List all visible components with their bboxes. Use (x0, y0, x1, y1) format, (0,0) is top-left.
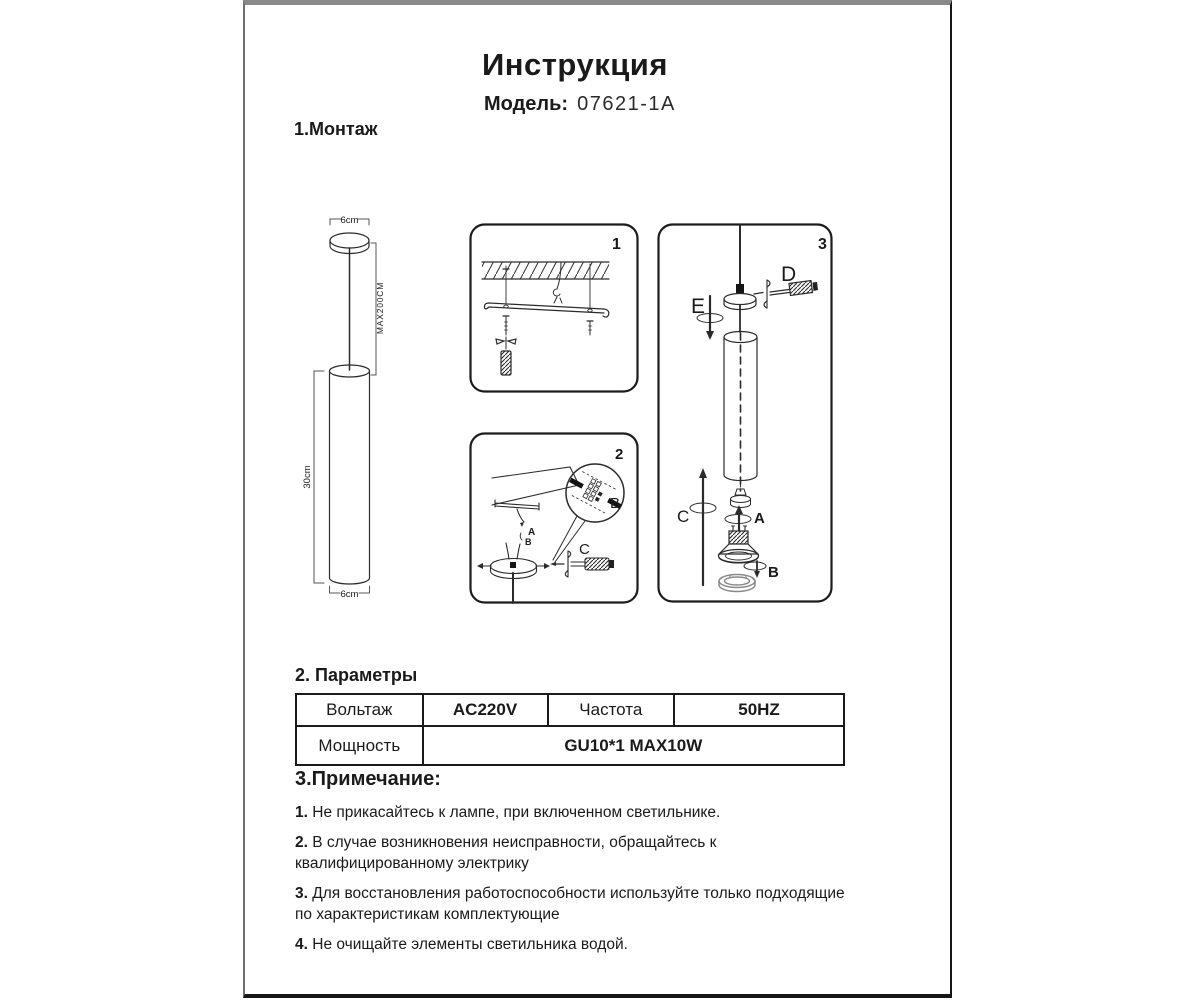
montage-step-2-figure (469, 432, 639, 604)
model-value: 07621-1A (577, 93, 676, 115)
lamp-dimensions-figure (297, 205, 457, 605)
param-power-label: Мощность (296, 726, 423, 765)
param-frequency-value: 50HZ (674, 694, 844, 726)
notes-list (295, 802, 859, 963)
step-3-label-b: B (768, 564, 779, 581)
montage-step-1-figure (469, 223, 639, 393)
section-heading-montage: 1.Монтаж (294, 119, 378, 139)
note-text: Для восстановления работоспособности используйте только подходящие по характеристикам комплектующие (295, 884, 845, 923)
param-voltage-label: Вольтаж (296, 694, 423, 726)
note-item (295, 883, 859, 926)
step-2-label-c: C (579, 541, 590, 558)
lamp-body-height-label: 30cm (302, 465, 313, 489)
step-2-zoom-label-b: B (610, 495, 621, 512)
section-heading-notes: 3.Примечание: (295, 768, 441, 790)
step-1-number: 1 (612, 236, 621, 253)
model-label: Модель: (484, 93, 569, 115)
note-text: Не прикасайтесь к лампе, при включенном светильнике. (307, 804, 721, 821)
note-item (295, 934, 859, 956)
instruction-sheet-page (243, 0, 952, 998)
param-voltage-value: AC220V (423, 694, 548, 726)
step-3-label-e: E (691, 295, 706, 318)
step-2-number: 2 (615, 446, 624, 463)
table-row (296, 726, 844, 765)
note-number: 3. (295, 884, 308, 902)
note-number: 4. (295, 935, 308, 953)
step-3-label-a: A (754, 510, 765, 527)
note-number: 2. (295, 833, 308, 851)
step-2-label-b: B (525, 537, 532, 547)
model-line (484, 93, 676, 116)
note-number: 1. (295, 804, 308, 821)
note-text: В случае возникновения неисправности, обращайтесь к квалифицированному электрику (295, 833, 717, 872)
note-item (295, 832, 859, 875)
lamp-top-diameter-label: 6cm (340, 215, 359, 226)
parameters-table (295, 693, 845, 766)
step-3-label-d: D (781, 263, 797, 286)
table-row (296, 694, 844, 726)
step-3-number: 3 (818, 236, 827, 253)
page-title: Инструкция (482, 47, 668, 82)
note-item (295, 802, 859, 824)
step-3-label-c: C (677, 507, 690, 526)
lamp-bottom-diameter-label: 6cm (340, 589, 359, 600)
montage-step-3-figure (657, 223, 833, 603)
step-2-label-a: A (528, 527, 536, 538)
lamp-cable-length-label: MAX200CM (375, 281, 385, 335)
section-heading-params: 2. Параметры (295, 665, 418, 685)
param-frequency-label: Частота (548, 694, 675, 726)
param-power-value: GU10*1 MAX10W (423, 726, 844, 765)
note-text: Не очищайте элементы светильника водой. (307, 935, 628, 953)
